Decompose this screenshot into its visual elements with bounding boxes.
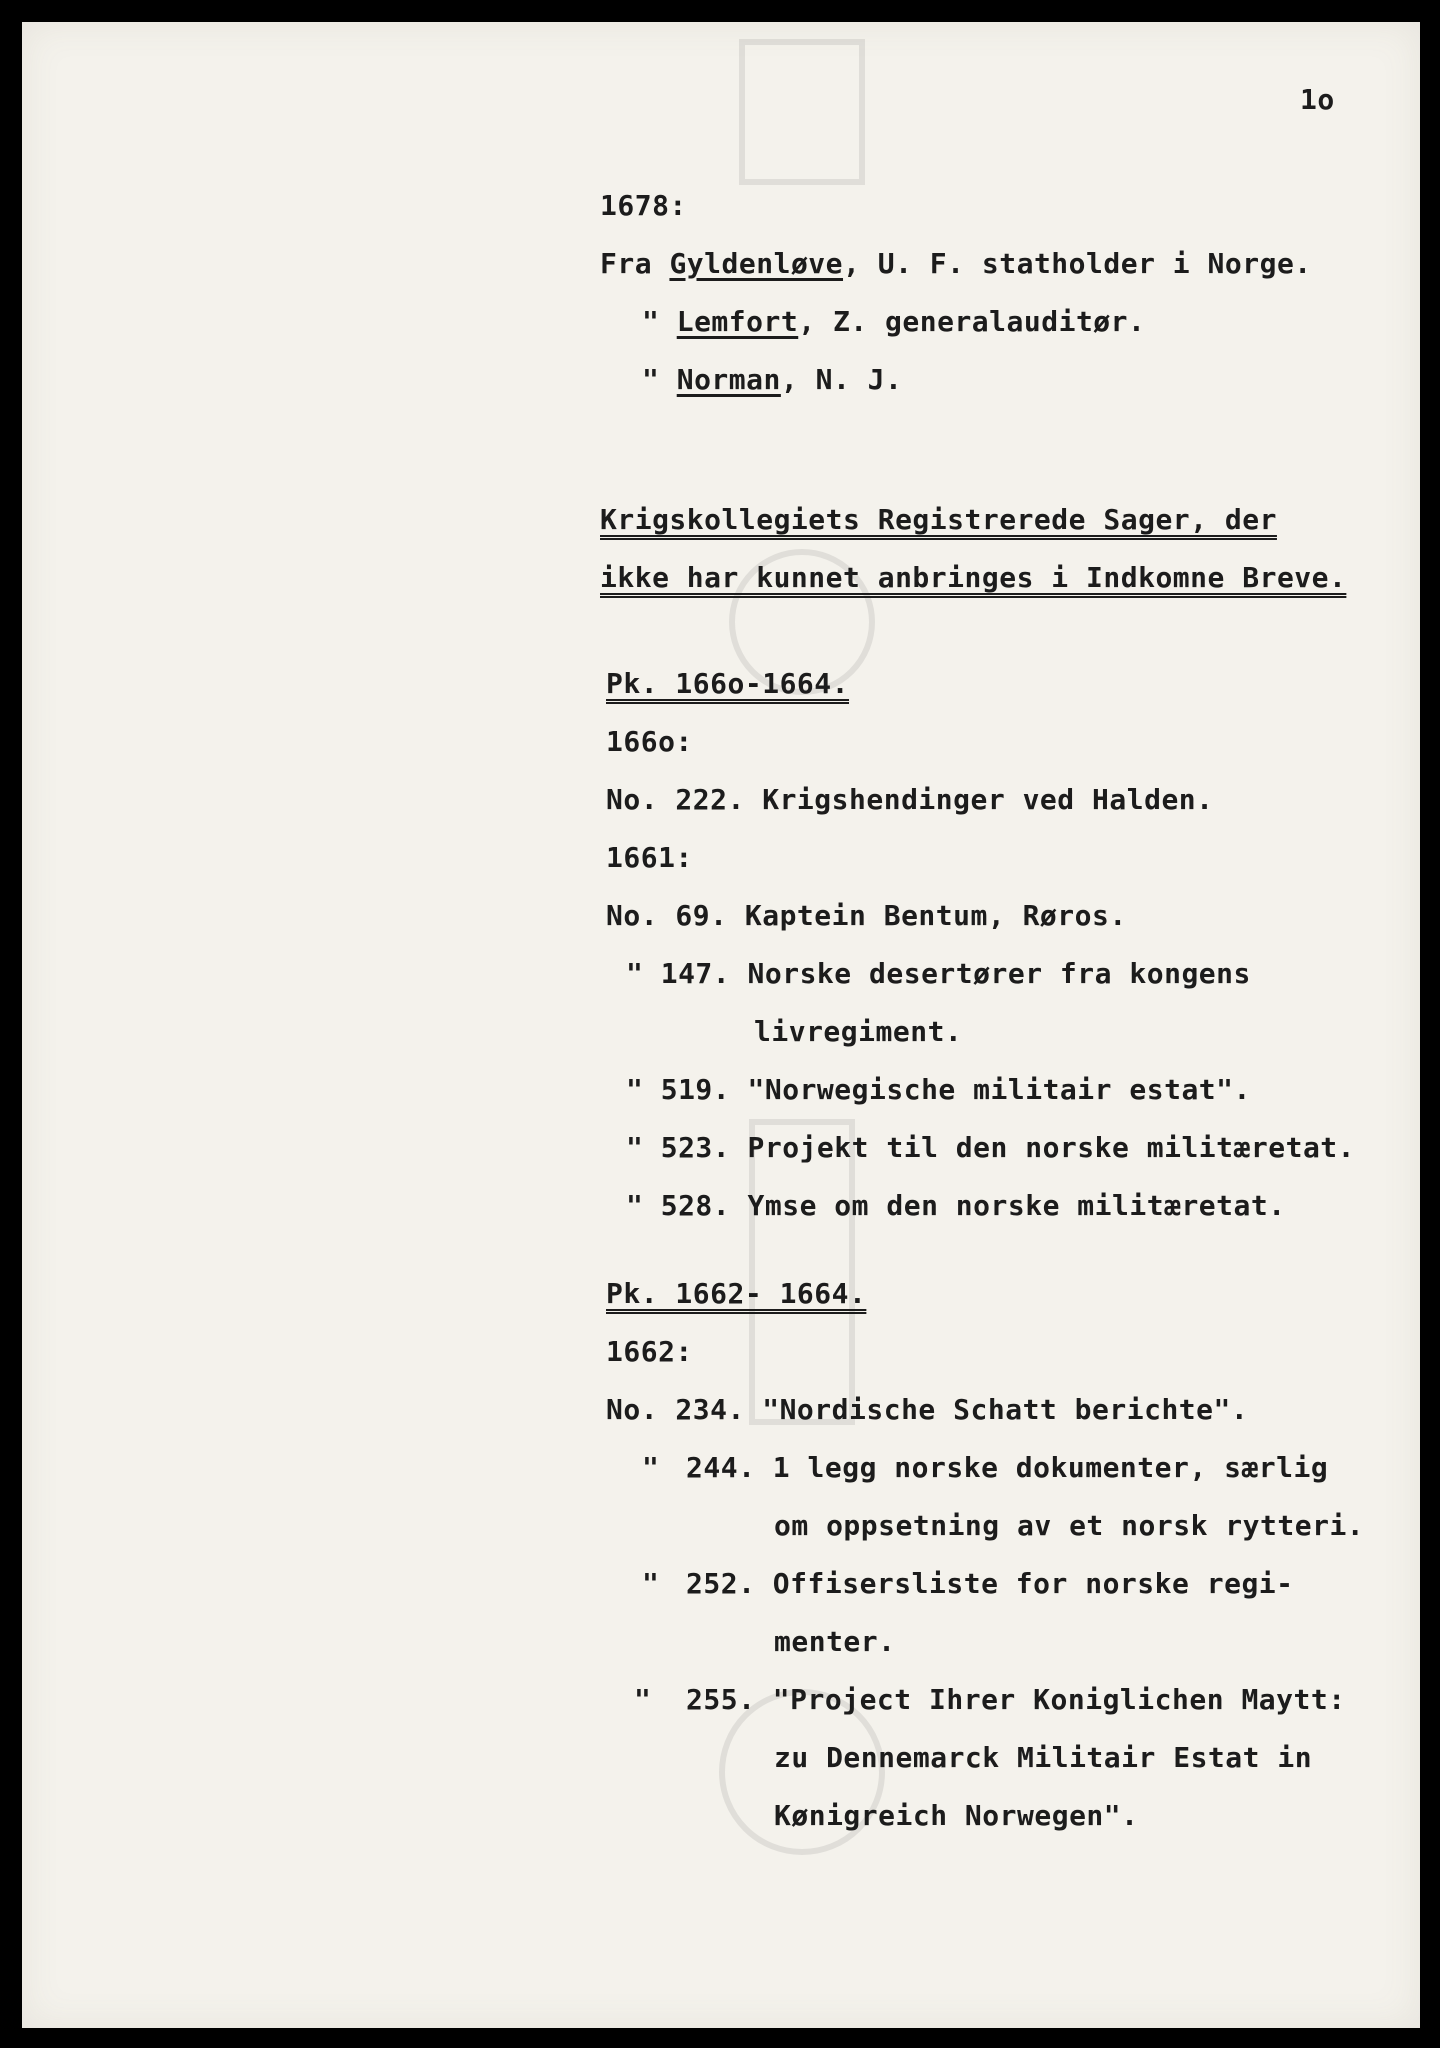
- year-1660: 166o:: [606, 725, 693, 758]
- sender-name-gyldenlove: Gyldenløve: [669, 247, 844, 280]
- item-244: 244. 1 legg norske dokumenter, særlig: [686, 1451, 1329, 1484]
- sender-title: , U. F. statholder i Norge.: [843, 247, 1312, 280]
- year-1661: 1661:: [606, 841, 693, 874]
- item-255-continuation-1: zu Dennemarck Militair Estat in: [774, 1741, 1313, 1774]
- item-528: " 528. Ymse om den norske militæretat.: [626, 1189, 1286, 1222]
- package-title-1660: Pk. 166o-1664.: [606, 667, 850, 700]
- item-252-continuation: menter.: [774, 1625, 896, 1658]
- document-page: [22, 22, 1420, 2028]
- item-252: 252. Offisersliste for norske regi-: [686, 1567, 1294, 1600]
- section-heading-line2: ikke har kunnet anbringes i Indkomne Breve.: [600, 561, 1347, 594]
- item-523: " 523. Projekt til den norske militæretat.: [626, 1131, 1356, 1164]
- year-1662: 1662:: [606, 1335, 693, 1368]
- ditto-mark: ": [634, 1683, 652, 1716]
- ditto-mark: ": [642, 363, 677, 396]
- item-147-continuation: livregiment.: [754, 1015, 963, 1048]
- item-234: No. 234. "Nordische Schatt berichte".: [606, 1393, 1249, 1426]
- section-heading-line1: Krigskollegiets Registrerede Sager, der: [600, 503, 1277, 536]
- item-222: No. 222. Krigshendinger ved Halden.: [606, 783, 1214, 816]
- page-number: 1o: [1300, 83, 1335, 116]
- package-title-1662: Pk. 1662- 1664.: [606, 1277, 867, 1310]
- item-147: " 147. Norske desertører fra kongens: [626, 957, 1251, 990]
- sender-line-lemfort: [642, 306, 1145, 338]
- item-69: No. 69. Kaptein Bentum, Røros.: [606, 899, 1127, 932]
- sender-name-norman: Norman: [676, 363, 781, 396]
- item-244-continuation: om oppsetning av et norsk rytteri.: [774, 1509, 1365, 1542]
- sender-line-gyldenlove: [600, 248, 1312, 280]
- ditto-mark: ": [642, 1451, 660, 1484]
- sender-name-lemfort: Lemfort: [676, 305, 799, 338]
- sender-initials: , N. J.: [780, 363, 903, 396]
- sender-line-norman: [642, 364, 902, 396]
- year-1678: 1678:: [600, 189, 687, 222]
- ditto-mark: ": [642, 305, 677, 338]
- item-519: " 519. "Norwegische militair estat".: [626, 1073, 1251, 1106]
- ditto-mark: ": [642, 1567, 660, 1600]
- item-255-continuation-2: Kønigreich Norwegen".: [774, 1799, 1139, 1832]
- sender-prefix: Fra: [600, 247, 670, 280]
- sender-title: , Z. generalauditør.: [798, 305, 1146, 338]
- item-255: 255. "Project Ihrer Koniglichen Maytt:: [686, 1683, 1346, 1716]
